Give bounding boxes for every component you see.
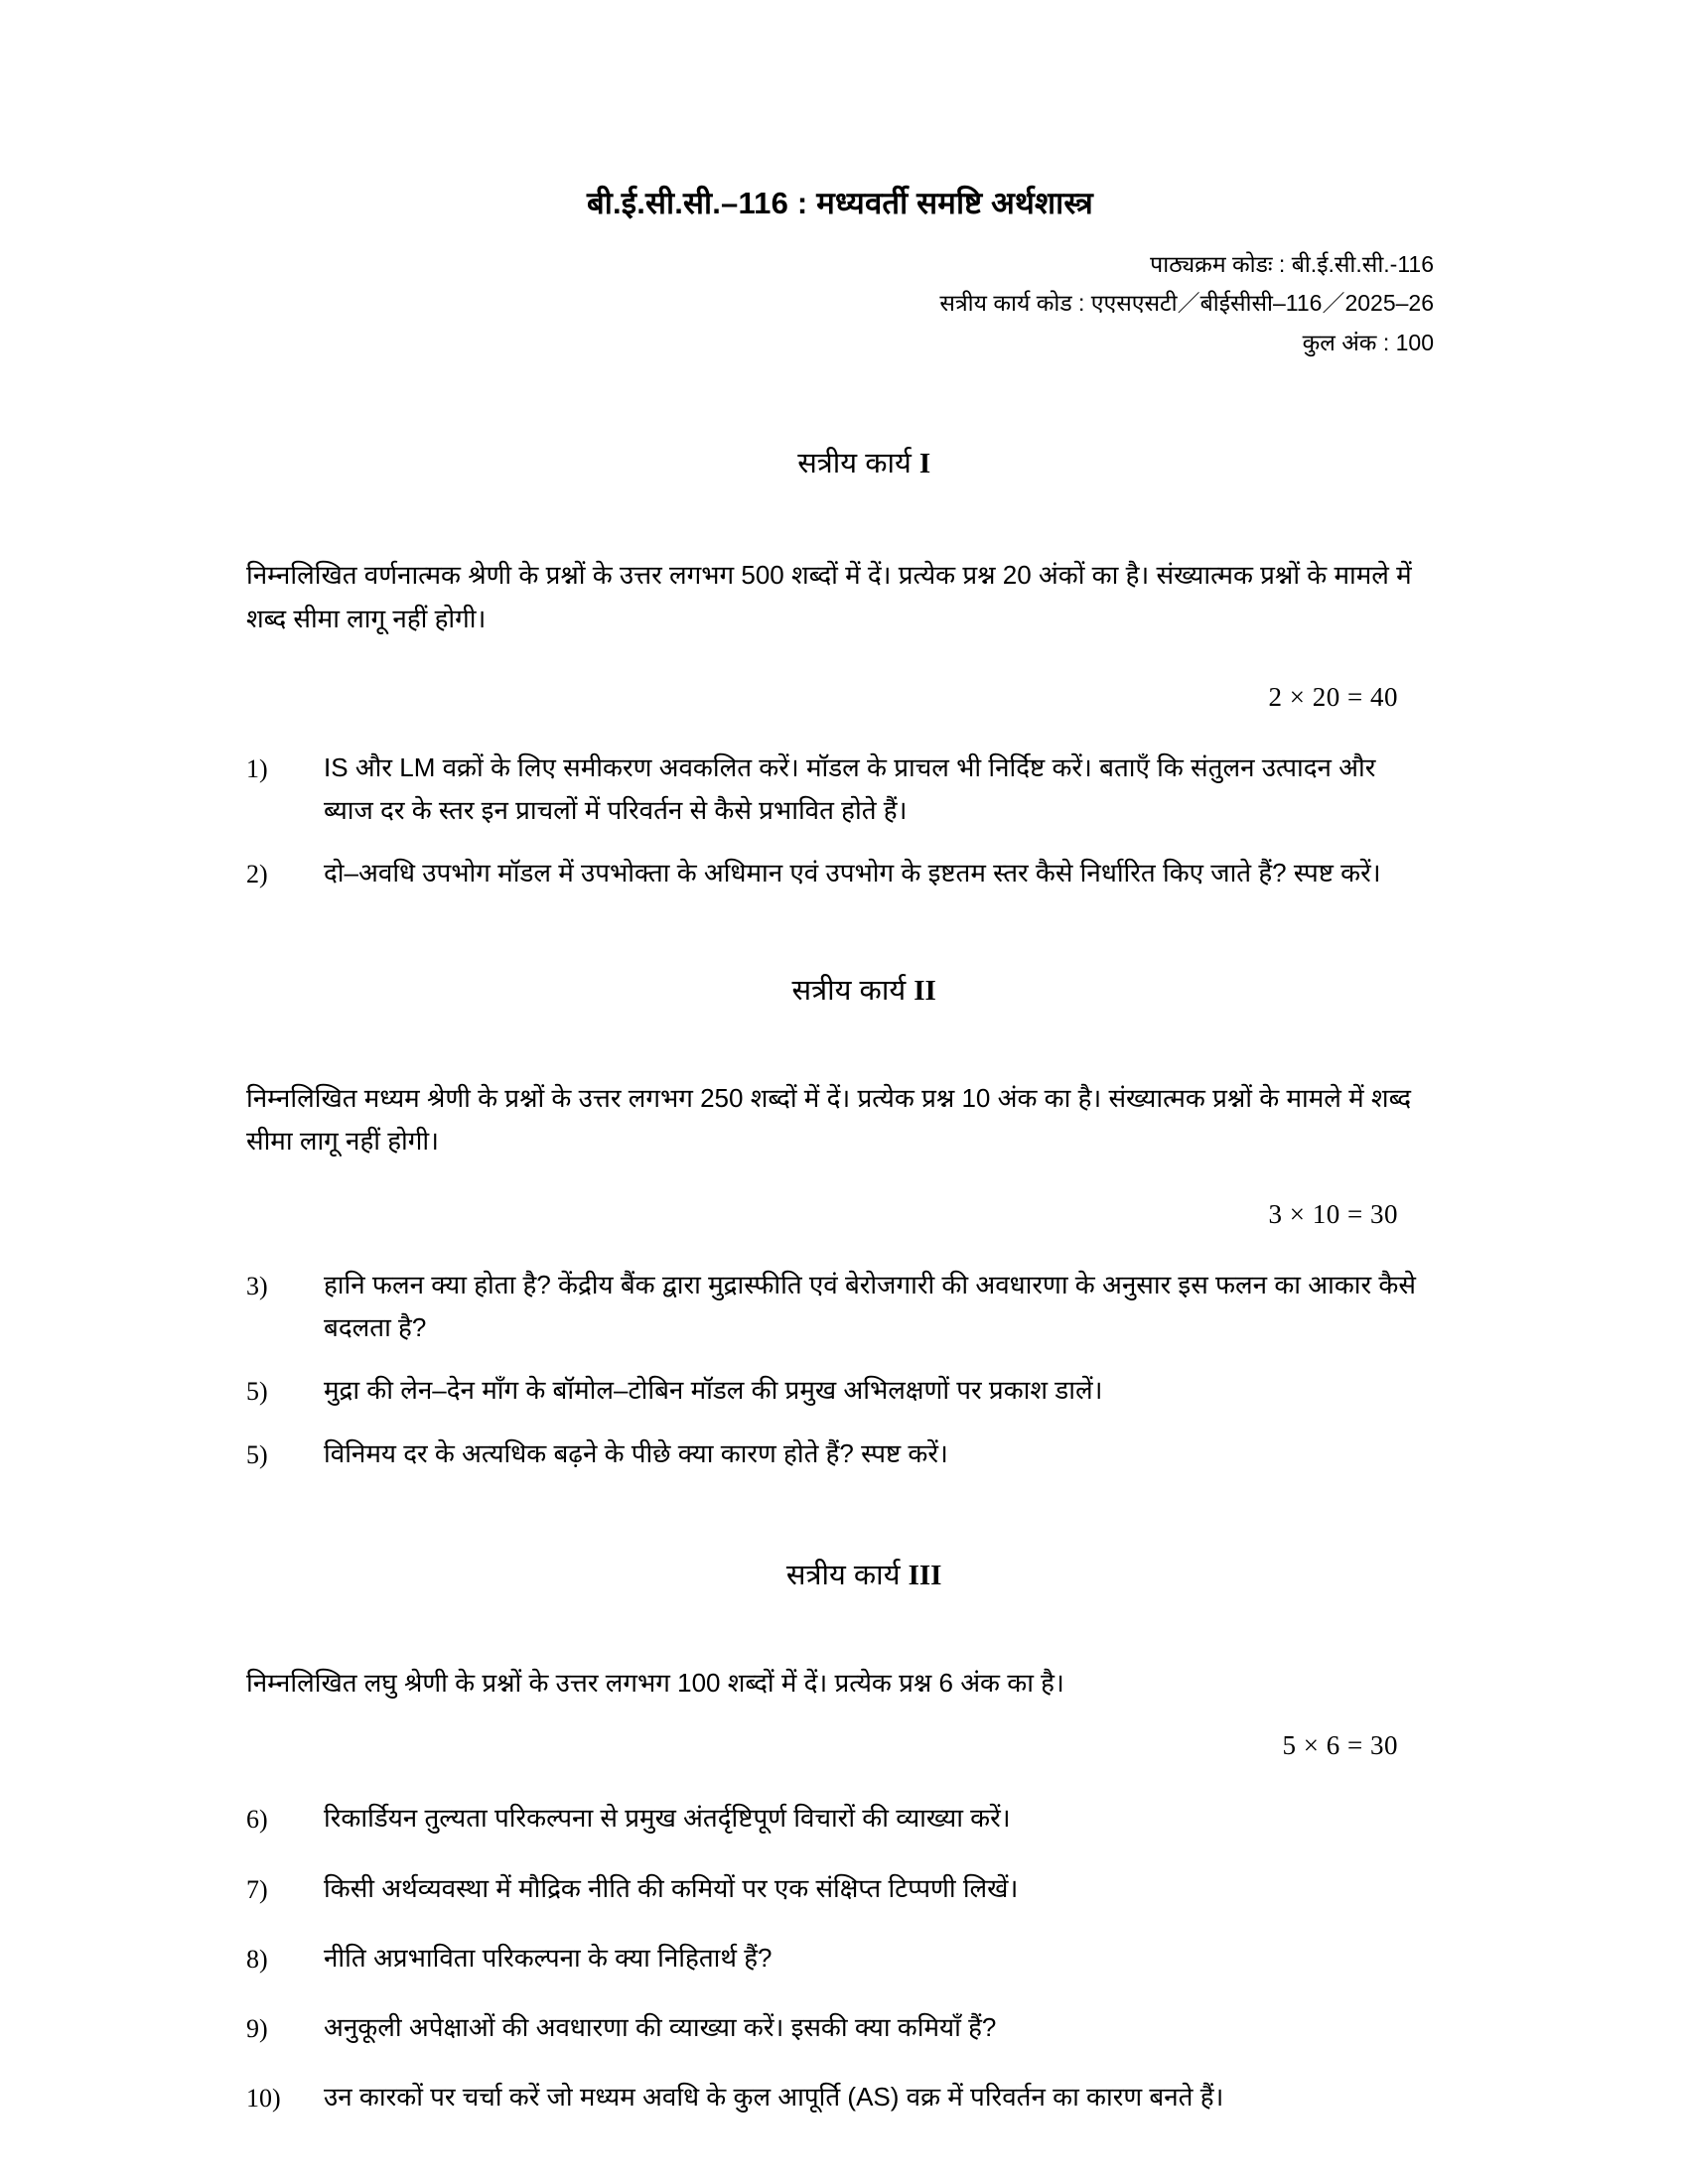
section-2-question-list [246,1264,1434,1477]
question-text: दो–अवधि उपभोग मॉडल में उपभोक्ता के अधिमान एवं उपभोग के इष्टतम स्तर कैसे निर्धारित किए जाते हैं? स्पष्ट करें। [324,858,1381,888]
question-number: 3) [246,1271,268,1300]
course-meta-block [246,245,1434,363]
section-1-instructions: निम्नलिखित वर्णनात्मक श्रेणी के प्रश्नों के उत्तर लगभग 500 शब्दों में दें। प्रत्येक प्रश्न 20 अंकों का है। संख्यात्मक प्रश्नों के मामले में शब्द सीमा लागू नहीं होगी। [246,560,1412,633]
question-number: 9) [246,2013,268,2043]
question-text: मुद्रा की लेन–देन माँग के बॉमोल–टोबिन मॉडल की प्रमुख अभिलक्षणों पर प्रकाश डालें। [324,1374,1103,1405]
question-number: 10) [246,2084,281,2114]
question-item [246,1369,1434,1413]
section-heading-1-numeral: I [918,448,931,480]
question-number: 2) [246,860,268,889]
question-item [246,1264,1434,1349]
section-3-question-list [246,1797,1434,2119]
section-heading-2 [246,935,1434,1047]
question-item [246,747,1434,832]
section-heading-2-numeral: II [914,974,936,1007]
question-text: रिकार्डियन तुल्यता परिकल्पना से प्रमुख अंतर्दृष्टिपूर्ण विचारों की व्याख्या करें। [324,1803,1011,1834]
question-item [246,1433,1434,1476]
section-1-marks: 2 × 20 = 40 [1268,681,1398,712]
question-item [246,1867,1434,1911]
total-marks-line: कुल अंक : 100 [1302,329,1434,355]
question-text: नीति अप्रभाविता परिकल्पना के क्या निहितार्थ हैं? [324,1942,773,1973]
question-number: 5) [246,1440,268,1470]
question-text: उन कारकों पर चर्चा करें जो मध्यम अवधि के कुल आपूर्ति (AS) वक्र में परिवर्तन का कारण बनते हैं। [324,2082,1224,2113]
section-heading-2-label: सत्रीय कार्य [791,974,914,1007]
question-number: 1) [246,753,268,783]
question-text: हानि फलन क्या होता है? केंद्रीय बैंक द्वारा मुद्रास्फीति एवं बेरोजगारी की अवधारणा के अनुसार इस फलन का आकार कैसे बदलता है? [324,1269,1416,1342]
page-content [246,0,1434,2145]
assignment-code-line: सत्रीय कार्य कोड : एएसएसटी／बीईसीसी–116／2025–26 [939,290,1434,317]
section-heading-3-label: सत्रीय कार्य [785,1559,909,1591]
question-item [246,1937,1434,1980]
section-heading-3-numeral: III [908,1559,942,1591]
section-1-question-list [246,747,1434,895]
question-number: 7) [246,1874,268,1904]
question-item [246,1797,1434,1841]
question-number: 8) [246,1944,268,1974]
question-item [246,2076,1434,2119]
section-2-marks: 3 × 10 = 30 [1268,1198,1398,1229]
question-text: विनिमय दर के अत्यधिक बढ़ने के पीछे क्या कारण होते हैं? स्पष्ट करें। [324,1438,948,1469]
course-code-line: पाठ्यक्रम कोडः : बी.ई.सी.सी.-116 [1150,250,1434,277]
section-heading-1-label: सत्रीय कार्य [797,448,919,480]
section-heading-1 [246,408,1434,520]
question-text: IS और LM वक्रों के लिए समीकरण अवकलित करें। मॉडल के प्राचल भी निर्दिष्ट करें। बताएँ कि संतुलन उत्पादन और ब्याज दर के स्तर इन प्राचलों में परिवर्तन से कैसे प्रभावित होते हैं। [324,751,1376,825]
question-text: किसी अर्थव्यवस्था में मौद्रिक नीति की कमियों पर एक संक्षिप्त टिप्पणी लिखें। [324,1872,1019,1903]
section-3-marks: 5 × 6 = 30 [1282,1730,1398,1761]
section-2-instructions: निम्नलिखित मध्यम श्रेणी के प्रश्नों के उत्तर लगभग 250 शब्दों में दें। प्रत्येक प्रश्न 10 अंक का है। संख्यात्मक प्रश्नों के मामले में शब्द सीमा लागू नहीं होगी। [246,1083,1412,1157]
question-item [246,2006,1434,2050]
section-3-instructions: निम्नलिखित लघु श्रेणी के प्रश्नों के उत्तर लगभग 100 शब्दों में दें। प्रत्येक प्रश्न 6 अंक का है। [246,1668,1064,1699]
question-item [246,852,1434,895]
section-heading-3 [246,1520,1434,1632]
question-number: 6) [246,1805,268,1835]
question-number: 5) [246,1376,268,1406]
question-text: अनुकूली अपेक्षाओं की अवधारणा की व्याख्या करें। इसकी क्या कमियाँ हैं? [324,2011,997,2042]
page-title: बी.ई.सी.सी.–116 : मध्यवर्ती समष्टि अर्थशास्त्र [587,186,1093,220]
